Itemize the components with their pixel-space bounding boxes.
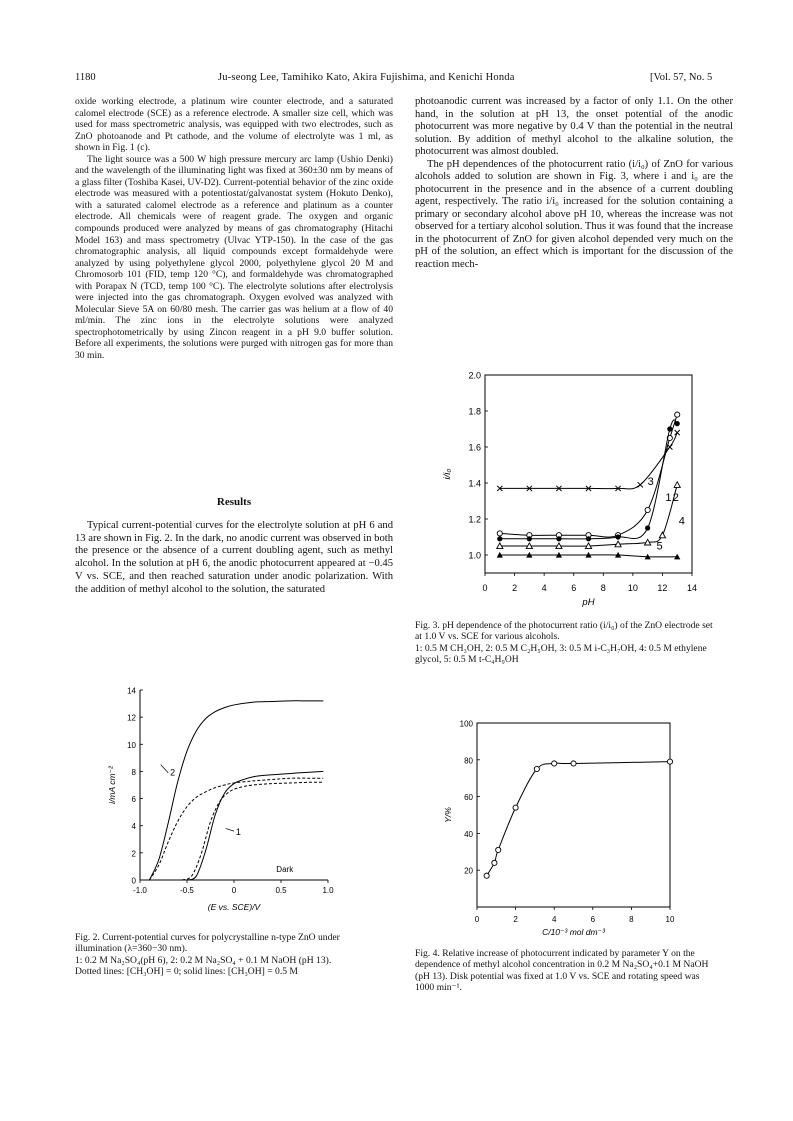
- figure-4-caption: [415, 948, 715, 993]
- x-axis-label: C/10⁻³ mol dm⁻³: [542, 927, 605, 937]
- x-axis-label: (E vs. SCE)/V: [207, 902, 261, 912]
- x-tick-label: 6: [590, 915, 596, 924]
- y-tick-label: 4: [131, 822, 136, 832]
- y-tick-label: 40: [464, 829, 473, 839]
- data-point: [534, 766, 539, 771]
- label-leader: [161, 765, 169, 773]
- x-tick-label: 12: [657, 583, 668, 593]
- figure-2-chart: [100, 680, 350, 920]
- data-point: [674, 482, 680, 488]
- series-label: 5: [656, 540, 663, 553]
- figure-2-caption: [75, 932, 375, 977]
- y-tick-label: 6: [131, 795, 136, 805]
- y-tick-label: 1.6: [468, 442, 481, 453]
- paragraph: The light source was a 500 W high pressure mercury arc lamp (Ushio Denki) and the wavelength of the illuminating light was fixed at 360±30 nm by means of a glass filter (Toshiba Kasei, UV-D2). Current-potential behavior of the zinc oxide electrode was measured with a potentiostat/galvanostat system (Hokuto Denko), with a saturated calomel electrode as a reference and platinum as a counter electrode. All chemicals were of reagent grade. The oxygen and organic compounds produced were analyzed by means of gas chromatography (Hitachi Model 163) and mass spectrometry (Ulvac YTP-150). In the case of the gas chromatographic analysis, all liquid compounds except formaldehyde were analyzed by using polyethylene glycol 2000, polyethylene glycol 20 M and Chromosorb 101 (FID, temp 120 °C), and formaldehyde was chromatographed with Porapax N (TCD, temp 100 °C). The electrolyte solutions after electrolysis were injected into the gas chromatograph. Oxygen evolved was analyzed with Molecular Sieve 5A on 60/80 mesh. The carrier gas was helium at a flow of 40 ml/min. The zinc ions in the electrolyte solutions were analyzed spectrophotometrically by using Zincon reagent in a pH 9.0 buffer solution. Before all experiments, the solutions were purged with nitrogen gas for more than 30 min.: [75, 153, 393, 362]
- series-line: [149, 701, 323, 880]
- series-line: [182, 782, 323, 880]
- y-tick-label: 20: [464, 866, 473, 876]
- left-column-top: [75, 96, 393, 362]
- x-tick-label: 8: [629, 915, 634, 924]
- data-point: [645, 525, 650, 530]
- y-axis-label: Y/%: [443, 807, 453, 823]
- y-tick-label: 80: [464, 756, 473, 766]
- series-label: 4: [678, 515, 685, 528]
- x-tick-label: 0: [474, 915, 480, 924]
- dark-label: Dark: [276, 864, 294, 874]
- x-tick-label: 8: [600, 583, 606, 593]
- paragraph: Typical current-potential curves for the electrolyte solution at pH 6 and 13 are shown in Fig. 2. In the dark, no anodic current was observed in both the presence or the absence of a current doubling agent, such as methyl alcohol. In the solution at pH 6, the anodic photocurrent appeared at −0.45 V vs. SCE, and then reached saturation under anodic polarization. With the addition of methyl alcohol to the solution, the saturated: [75, 520, 393, 595]
- caption-title: Fig. 4. Relative increase of photocurrent indicated by parameter Y on the dependence of methyl alcohol concentration in 0.2 M Na₂SO₄+0.1 M NaOH (pH 13). Disk potential was fixed at 1.0 V vs. SCE and rotating speed was 1000 min⁻¹.: [415, 948, 709, 993]
- data-point: [645, 507, 650, 512]
- data-point: [675, 412, 680, 417]
- running-authors: Ju-seong Lee, Tamihiko Kato, Akira Fujishima, and Kenichi Honda: [218, 72, 515, 83]
- y-tick-label: 8: [131, 767, 136, 777]
- curve-label: 2: [170, 767, 176, 778]
- y-tick-label: 1.4: [468, 478, 481, 489]
- data-point: [667, 444, 672, 449]
- caption-line: 1: 0.2 M Na₂SO₄(pH 6), 2: 0.2 M Na₂SO₄ + 0.1 M NaOH (pH 13).: [75, 954, 332, 966]
- data-point: [513, 805, 518, 810]
- data-point: [556, 536, 561, 541]
- figure-4-chart: [440, 715, 700, 940]
- data-point: [552, 761, 557, 766]
- series-line: [187, 771, 323, 880]
- series-label: 2: [672, 492, 679, 504]
- curve-label: 1: [235, 827, 241, 838]
- y-tick-label: 1.8: [468, 406, 481, 417]
- paragraph: oxide working electrode, a platinum wire counter electrode, and a saturated calomel electrode (SCE) as a reference electrode. A smaller size cell, which was used for mass spectrometric analysis, was equipped with two electrodes, such as ZnO photoanode and Pt cathode, and the volume of electrolyte was 1 ml, as shown in Fig. 1 (c).: [75, 96, 393, 154]
- series-label: 3: [647, 475, 654, 488]
- data-point: [492, 860, 497, 865]
- caption-line: 1: 0.5 M CH₃OH, 2: 0.5 M C₂H₅OH, 3: 0.5 M i-C₃H₇OH, 4: 0.5 M ethylene glycol, 5: 0.5 M t-C₄H₉OH: [415, 642, 707, 665]
- x-tick-label: 0: [482, 583, 488, 593]
- x-tick-label: 1.0: [322, 886, 334, 895]
- caption-title: Fig. 3. pH dependence of the photocurrent ratio (i/i₀) of the ZnO electrode set at 1.0 V vs. SCE for various alcohols.: [415, 620, 713, 643]
- x-tick-label: 4: [551, 915, 557, 924]
- label-leader: [226, 828, 234, 831]
- data-point: [675, 430, 680, 435]
- paragraph: photoanodic current was increased by a factor of only 1.1. On the other hand, in the solution at pH 13, the onset potential of the anodic photocurrent was more negative by 0.4 V than the potential in the neutral solution. By addition of methyl alcohol to the alkaline solution, the photocurrent was almost doubled.: [415, 96, 733, 157]
- series-label: 1: [665, 492, 672, 504]
- caption-line: Dotted lines: [CH₃OH] = 0; solid lines: [CH₃OH] = 0.5 M: [75, 965, 298, 977]
- x-tick-label: 2: [513, 915, 518, 924]
- data-point: [667, 426, 672, 431]
- caption-title: Fig. 2. Current-potential curves for polycrystalline n-type ZnO under illumination (λ=360−30 nm).: [75, 932, 340, 955]
- series-line: [487, 762, 670, 876]
- data-point: [615, 534, 620, 539]
- results-heading: Results: [216, 496, 252, 508]
- y-tick-label: 2.0: [468, 370, 481, 381]
- x-tick-label: 2: [512, 583, 518, 593]
- y-tick-label: 0: [131, 876, 136, 886]
- data-point: [586, 536, 591, 541]
- volume-info: [Vol. 57, No. 5: [650, 72, 713, 83]
- y-tick-label: 100: [459, 719, 473, 729]
- y-tick-label: 1.0: [468, 550, 481, 561]
- y-tick-label: 60: [464, 793, 473, 803]
- y-tick-label: 1.2: [468, 514, 481, 525]
- y-tick-label: 10: [127, 740, 136, 750]
- x-tick-label: 0.5: [275, 886, 287, 895]
- data-point: [527, 536, 532, 541]
- paragraph: The pH dependences of the photocurrent ratio (i/i₀) of ZnO for various alcohols added to solution are shown in Fig. 3, where i and i₀ are the photocurrent in the presence and in the absence of a current doubling agent, respectively. The ratio i/i₀ increased for the solution containing a primary or secondary alcohol above pH 10, whereas the increase was not observed for a tertiary alcohol solution. Thus it was found that the increase in the photocurrent of ZnO for given alcohol depended very much on the pH of the solution, an effect which is important for the discussion of the reaction mech-: [415, 158, 733, 270]
- plot-frame: [477, 723, 670, 907]
- data-point: [667, 759, 672, 764]
- x-tick-label: 10: [665, 915, 675, 924]
- data-point: [675, 421, 680, 426]
- right-column-top: [415, 96, 733, 271]
- x-tick-label: -0.5: [180, 886, 194, 895]
- data-point: [571, 761, 576, 766]
- x-tick-label: 4: [541, 583, 547, 593]
- x-tick-label: 10: [627, 583, 638, 593]
- y-tick-label: 14: [127, 686, 136, 696]
- data-point: [638, 482, 643, 487]
- left-column-bottom: [75, 520, 393, 596]
- data-point: [484, 873, 489, 878]
- data-point: [659, 532, 665, 538]
- figure-3-caption: [415, 620, 715, 665]
- data-point: [496, 847, 501, 852]
- y-axis-label: i/mA cm⁻²: [107, 766, 117, 804]
- page-number: 1180: [75, 72, 96, 83]
- x-tick-label: 14: [686, 583, 698, 593]
- figure-3-chart: [430, 365, 720, 615]
- x-tick-label: 6: [571, 583, 577, 593]
- y-axis-label: i/i₀: [442, 468, 453, 480]
- x-tick-label: 0: [231, 886, 237, 895]
- x-tick-label: -1.0: [133, 886, 147, 895]
- y-tick-label: 2: [131, 849, 136, 859]
- data-point: [497, 531, 502, 536]
- data-point: [497, 536, 502, 541]
- x-axis-label: pH: [582, 597, 595, 608]
- y-tick-label: 12: [127, 713, 136, 723]
